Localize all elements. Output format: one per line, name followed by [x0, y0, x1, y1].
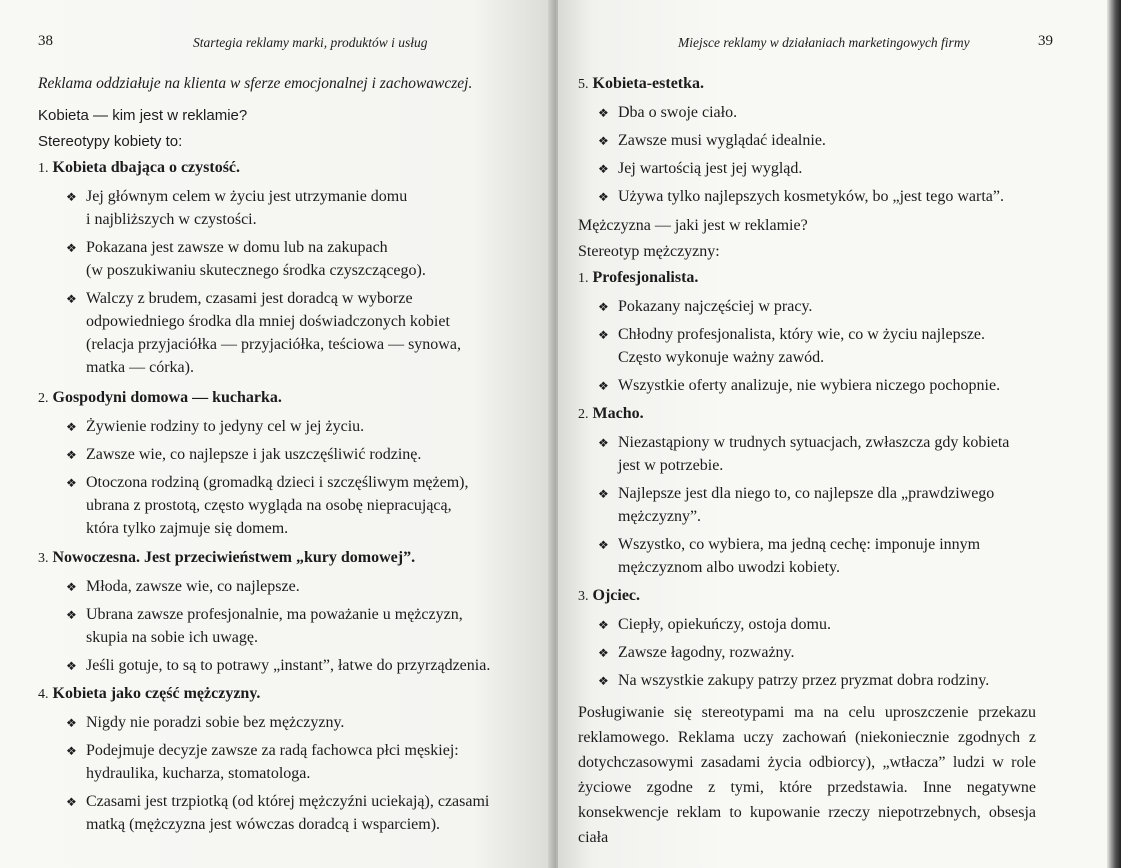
- item-number: 5.: [578, 77, 589, 92]
- bullet-item: [66, 415, 538, 438]
- women-item-1: [38, 156, 538, 180]
- bullet-item: [598, 295, 1048, 318]
- bullet-text: Wszystkie oferty analizuje, nie wybiera niczego pochopnie.: [618, 377, 1001, 394]
- women-stereotypes-label: Stereotypy kobiety to:: [38, 133, 183, 150]
- diamond-bullet-icon: ❖: [66, 448, 77, 462]
- bullet-item: [598, 374, 1048, 397]
- item-title: Kobieta jako część mężczyzny.: [52, 685, 261, 702]
- bullet-item: [598, 101, 1048, 124]
- bullet-text: Podejmuje decyzje zawsze za radą fachowca płci męskiej: hydraulika, kucharza, stomatologa.: [86, 742, 459, 782]
- bullet-text: Zawsze wie, co najlepsze i jak uszczęśliwić rodzinę.: [86, 446, 422, 463]
- left-content: [38, 72, 538, 836]
- bullet-text: Jej wartością jest jej wygląd.: [618, 160, 803, 177]
- bullet-item: [598, 431, 1048, 477]
- bullet-text: Pokazana jest zawsze w domu lub na zakupach (w poszukiwaniu skutecznego środka czyszczącego).: [86, 239, 426, 279]
- bullet-text: Pokazany najczęściej w pracy.: [618, 298, 813, 315]
- bullet-text: Ciepły, opiekuńczy, ostoja domu.: [618, 616, 831, 633]
- bullet-text: Niezastąpiony w trudnych sytuacjach, zwłaszcza gdy kobieta jest w potrzebie.: [618, 434, 1010, 474]
- bullet-item: [598, 669, 1048, 692]
- women-item-4: [38, 682, 538, 706]
- bullet-text: Żywienie rodziny to jedyny cel w jej życiu.: [86, 418, 365, 435]
- right-running-head: Miejsce reklamy w działaniach marketingowych firmy: [678, 35, 970, 50]
- diamond-bullet-icon: ❖: [598, 646, 609, 660]
- diamond-bullet-icon: ❖: [66, 190, 77, 204]
- item-number: 2.: [578, 407, 589, 422]
- bullet-text: Wszystko, co wybiera, ma jedną cechę: imponuje innym mężczyznom albo uwodzi kobiety.: [618, 536, 981, 576]
- men-item-3: [578, 584, 1048, 608]
- women-item-2: [38, 386, 538, 410]
- intro-text: Reklama oddziałuje na klienta w sferze emocjonalnej i zachowawczej.: [38, 75, 473, 92]
- men-stereotype-label: Stereotyp mężczyzny:: [578, 243, 720, 260]
- diamond-bullet-icon: ❖: [66, 292, 77, 306]
- item-number: 4.: [38, 687, 49, 702]
- diamond-bullet-icon: ❖: [598, 538, 609, 552]
- left-running-head: Startegia reklamy marki, produktów i usług: [193, 35, 428, 50]
- item-title: Kobieta-estetka.: [592, 75, 705, 92]
- item-title: Profesjonalista.: [592, 269, 699, 286]
- bullet-item: [598, 157, 1048, 180]
- item-title: Gospodyni domowa — kucharka.: [52, 389, 282, 406]
- diamond-bullet-icon: ❖: [598, 674, 609, 688]
- item-number: 1.: [578, 271, 589, 286]
- diamond-bullet-icon: ❖: [598, 436, 609, 450]
- bullet-item: [598, 613, 1048, 636]
- left-page: [0, 0, 556, 868]
- item-number: 2.: [38, 391, 49, 406]
- diamond-bullet-icon: ❖: [598, 300, 609, 314]
- bullet-text: Zawsze musi wyglądać idealnie.: [618, 132, 826, 149]
- bullet-item: [66, 603, 538, 649]
- men-item-2: [578, 402, 1048, 426]
- bullet-text: Ubrana zawsze profesjonalnie, ma poważanie u mężczyzn, skupia na sobie ich uwagę.: [86, 606, 463, 646]
- bullet-item: [66, 236, 538, 282]
- bullet-text: Jeśli gotuje, to są to potrawy „instant”, łatwe do przyrządzenia.: [86, 657, 491, 674]
- diamond-bullet-icon: ❖: [598, 190, 609, 204]
- item-title: Kobieta dbająca o czystość.: [52, 159, 241, 176]
- page-edge-shadow: [1107, 0, 1121, 868]
- bullet-item: [66, 443, 538, 466]
- bullet-text: Dba o swoje ciało.: [618, 104, 738, 121]
- diamond-bullet-icon: ❖: [598, 618, 609, 632]
- diamond-bullet-icon: ❖: [66, 476, 77, 490]
- women-question: Kobieta — kim jest w reklamie?: [38, 107, 248, 124]
- diamond-bullet-icon: ❖: [598, 162, 609, 176]
- men-question: Mężczyzna — jaki jest w reklamie?: [578, 217, 808, 234]
- bullet-item: [66, 185, 538, 231]
- diamond-bullet-icon: ❖: [66, 744, 77, 758]
- item-title: Nowoczesna. Jest przeciwieństwem „kury domowej”.: [52, 549, 416, 566]
- bullet-item: [598, 641, 1048, 664]
- diamond-bullet-icon: ❖: [66, 420, 77, 434]
- men-item-1: [578, 266, 1048, 290]
- bullet-text: Czasami jest trzpiotką (od której mężczyźni uciekają), czasami matką (mężczyzna jest wówczas doradcą i wsparciem).: [86, 793, 490, 833]
- bullet-item: [66, 654, 538, 677]
- right-content: [578, 72, 1048, 850]
- bullet-item: [598, 533, 1048, 579]
- item-number: 1.: [38, 161, 49, 176]
- bullet-text: Używa tylko najlepszych kosmetyków, bo „jest tego warta”.: [618, 188, 1004, 205]
- bullet-item: [66, 739, 538, 785]
- item-title: Ojciec.: [592, 587, 641, 604]
- bullet-text: Walczy z brudem, czasami jest doradcą w wyborze odpowiedniego środka dla mniej doświadczonych kobiet (relacja przyjaciółka — przyjaciółka, teściowa — synowa, matka — córka).: [86, 290, 461, 376]
- diamond-bullet-icon: ❖: [598, 106, 609, 120]
- bullet-text: Zawsze łagodny, rozważny.: [618, 644, 795, 661]
- bullet-text: Jej głównym celem w życiu jest utrzymanie domu i najbliższych w czystości.: [86, 188, 408, 228]
- bullet-text: Najlepsze jest dla niego to, co najlepsze dla „prawdziwego mężczyzny”.: [618, 485, 995, 525]
- item-title: Macho.: [592, 405, 644, 422]
- women-item-3: [38, 546, 538, 570]
- bullet-item: [66, 790, 538, 836]
- closing-paragraph: Posługiwanie się stereotypami ma na celu uproszczenie przekazu reklamowego. Reklama uczy zachowań (niekoniecznie zgodnych z dotychczasowymi zasadami życia odbiorcy), „wtłacza” ludzi w role życiowe zgodne z tymi, które przedstawia. Inne negatywne konsekwencje reklam to kupowanie rzeczy niepotrzebnych, obsesja ciała: [578, 704, 1036, 846]
- bullet-item: [66, 471, 538, 540]
- bullet-text: Na wszystkie zakupy patrzy przez pryzmat dobra rodziny.: [618, 672, 990, 689]
- bullet-item: [598, 129, 1048, 152]
- diamond-bullet-icon: ❖: [66, 716, 77, 730]
- bullet-text: Młoda, zawsze wie, co najlepsze.: [86, 578, 300, 595]
- bullet-text: Chłodny profesjonalista, który wie, co w życiu najlepsze. Często wykonuje ważny zawód.: [618, 326, 986, 366]
- bullet-item: [66, 711, 538, 734]
- bullet-text: Otoczona rodziną (gromadką dzieci i szczęśliwym mężem), ubrana z prostotą, często wygląda na osobę niepracującą, która tylko zajmuje się domem.: [86, 474, 469, 537]
- diamond-bullet-icon: ❖: [598, 487, 609, 501]
- item-number: 3.: [38, 551, 49, 566]
- item-number: 3.: [578, 589, 589, 604]
- left-page-number: 38: [38, 33, 53, 49]
- right-page-number: 39: [1038, 33, 1053, 49]
- bullet-item: [598, 323, 1048, 369]
- bullet-text: Nigdy nie poradzi sobie bez mężczyzny.: [86, 714, 345, 731]
- diamond-bullet-icon: ❖: [66, 580, 77, 594]
- diamond-bullet-icon: ❖: [66, 795, 77, 809]
- women-item-5: [578, 72, 1048, 96]
- diamond-bullet-icon: ❖: [598, 134, 609, 148]
- diamond-bullet-icon: ❖: [66, 659, 77, 673]
- diamond-bullet-icon: ❖: [598, 379, 609, 393]
- diamond-bullet-icon: ❖: [598, 328, 609, 342]
- bullet-item: [598, 482, 1048, 528]
- right-page: [558, 0, 1121, 868]
- bullet-item: [66, 287, 538, 379]
- bullet-item: [598, 185, 1048, 208]
- diamond-bullet-icon: ❖: [66, 241, 77, 255]
- diamond-bullet-icon: ❖: [66, 608, 77, 622]
- bullet-item: [66, 575, 538, 598]
